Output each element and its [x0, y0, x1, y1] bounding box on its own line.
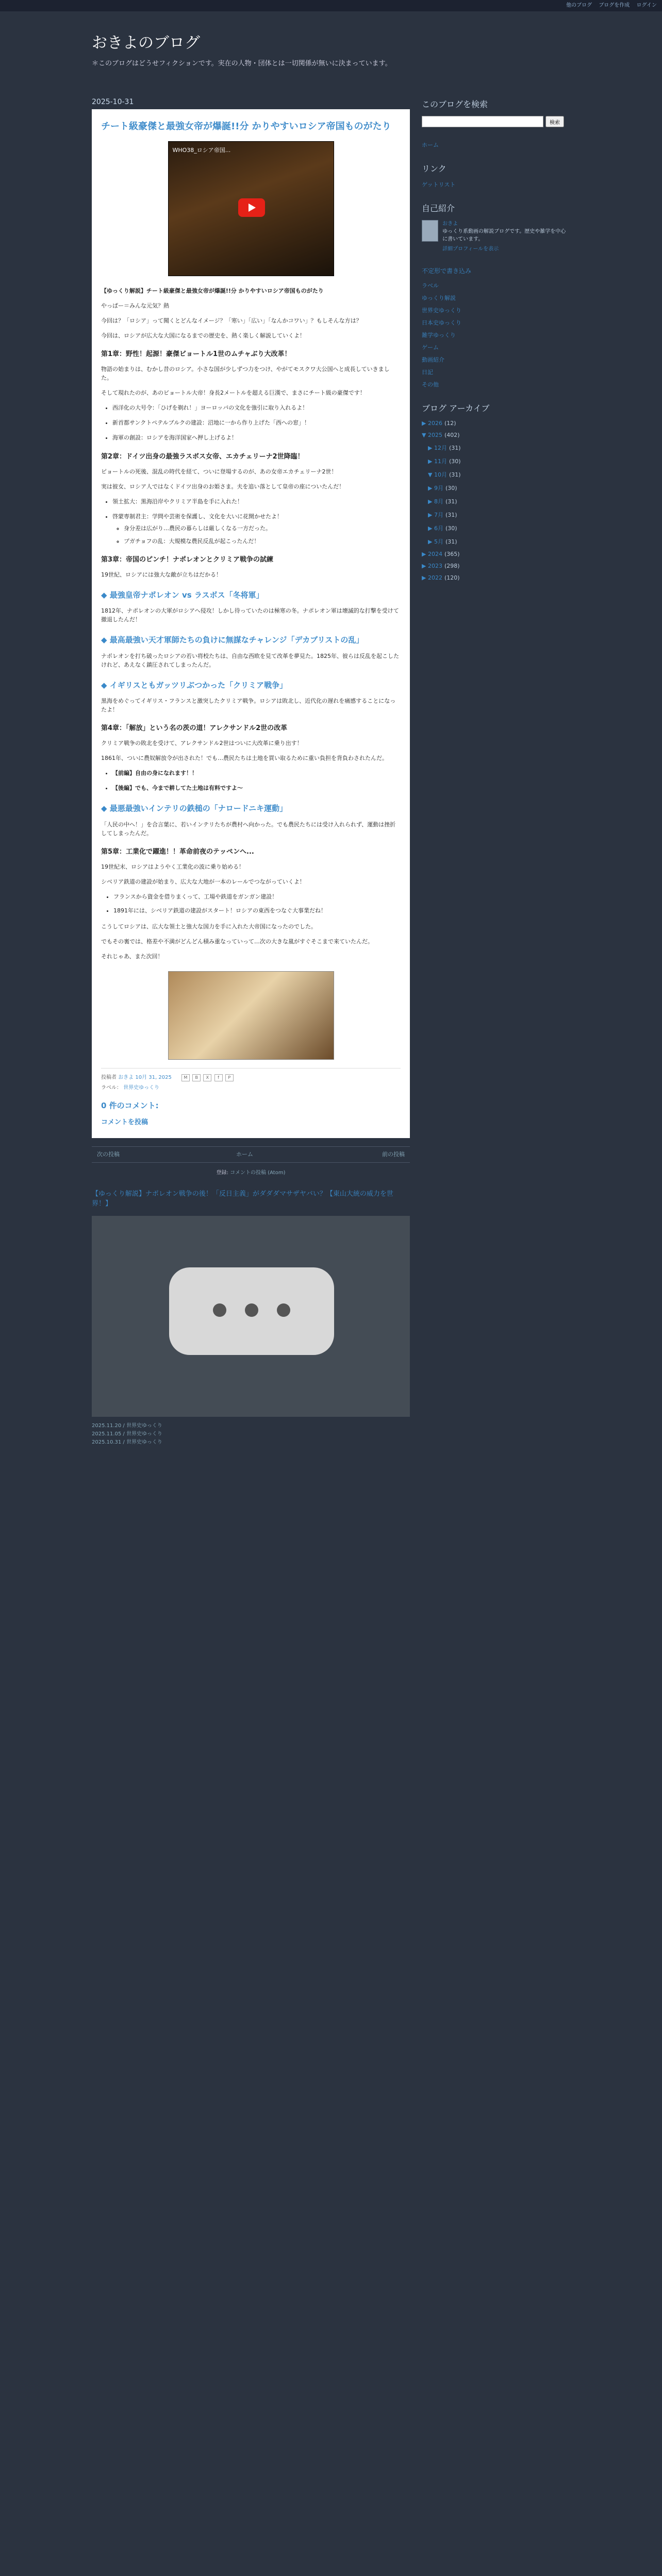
profile: [422, 220, 566, 253]
archive-widget-title: ブログ アーカイブ: [422, 403, 490, 413]
post-author[interactable]: おきよ: [118, 1075, 134, 1081]
archive-label[interactable]: ▶ 12月: [428, 445, 447, 451]
archive-item[interactable]: [422, 432, 566, 438]
archive-label[interactable]: ▶ 6月: [428, 525, 443, 532]
archive-count: (30): [449, 458, 461, 465]
more-blogs-link[interactable]: 他のブログ: [566, 3, 592, 8]
closing-paragraph: それじゃあ、また次回！: [101, 953, 163, 960]
label-item[interactable]: ゲーム: [422, 344, 439, 351]
intro-line: 今回は？「ロシア」って聞くとどんなイメージ？「寒い」「広い」「なんかコワい」？もしそんな方は？: [101, 317, 362, 324]
bullet-item: [112, 512, 401, 546]
home-link[interactable]: ホーム: [236, 1150, 253, 1158]
archive-count: (31): [449, 471, 461, 478]
profile-widget: [422, 202, 566, 253]
intro-line: 【ゆっくり解説】チート級豪傑と最強女帝が爆誕!!分 かりやすいロシア帝国ものがたり: [101, 287, 324, 294]
section-paragraph: そして現れたのが、あのビョートル大帝！身長2メートルを超える巨漢で、まさにチート級の豪傑です！: [101, 389, 366, 397]
search-widget: [422, 98, 566, 127]
topic-heading: ◆ 最悪最強いインテリの鉄槌の「ナロードニキ運動」: [101, 804, 288, 814]
post-title[interactable]: チート級豪傑と最強女帝が爆誕!!分 かりやすいロシア帝国ものがたり: [101, 121, 391, 132]
topic-heading: ◆ 最強皇帝ナポレオン vs ラスボス「冬将軍」: [101, 590, 264, 600]
blog-pager: [92, 1146, 410, 1163]
archive-count: (402): [444, 432, 460, 438]
email-share-icon[interactable]: M: [181, 1074, 190, 1081]
topic-heading: ◆ イギリスともガッツリぶつかった「クリミア戦争」: [101, 680, 288, 690]
archive-count: (120): [444, 574, 460, 581]
labels-prefix: ラベル：: [101, 1084, 122, 1091]
content-wrapper: [92, 98, 566, 1445]
dot-icon: [245, 1303, 258, 1317]
label-list: [422, 281, 566, 388]
x-share-icon[interactable]: X: [203, 1074, 211, 1081]
bullet-item: • 西洋化の大号令：「ひげを剃れ！」ヨーロッパの文化を強引に取り入れるよ！: [112, 403, 401, 412]
section-paragraph: 実は彼女、ロシア人ではなくドイツ出身のお姫さま。夫を追い落として皇帝の座についたんだ！: [101, 483, 345, 490]
post-date: 2025-10-31: [92, 98, 134, 106]
topic-heading: ◆ 最高最強い天才軍師たちの負けに無謀なチャレンジ「デカブリストの乱」: [101, 635, 364, 645]
archive-count: (31): [445, 498, 457, 505]
archive-item[interactable]: [422, 511, 566, 519]
archive-count: (298): [444, 563, 460, 569]
subscribe-line: [92, 1168, 410, 1176]
archive-item[interactable]: [422, 484, 566, 492]
archive-list: [422, 420, 566, 581]
blog-share-icon[interactable]: B: [192, 1074, 201, 1081]
archive-label[interactable]: ▼ 10月: [428, 471, 447, 478]
video-title: WHO38_ロシア帝国...: [172, 146, 231, 154]
links-widget-title: リンク: [422, 164, 446, 174]
dot-icon: [277, 1303, 290, 1317]
comments-heading: 0 件のコメント:: [101, 1101, 159, 1111]
posted-by-label: 投稿者: [101, 1075, 117, 1081]
bullet-item: • 海軍の創設：ロシアを海洋国家へ押し上げるよ！: [112, 433, 401, 442]
archive-label[interactable]: ▶ 9月: [428, 485, 443, 492]
sub-bullet-list: [112, 524, 401, 546]
pinterest-share-icon[interactable]: P: [225, 1074, 234, 1081]
archive-item[interactable]: [422, 574, 566, 581]
login-link[interactable]: ログイン: [636, 3, 657, 8]
profile-widget-title: 自己紹介: [422, 204, 455, 213]
section-paragraph: クリミア戦争の敗北を受けて、アレクサンドル2世はついに大改革に乗り出す！: [101, 740, 303, 747]
topic-paragraph: 「人民の中へ！」を合言葉に、若いインテリたちが農村へ向かった。でも農民たちには受け入れられず、運動は挫折してしまったんだ。: [101, 821, 396, 837]
intro-line: 今回は、ロシアが広大な大国になるまでの歴史を、熱く楽しく解説していくよ！: [101, 332, 305, 340]
archive-count: (12): [444, 420, 456, 427]
search-input[interactable]: [422, 116, 543, 127]
post-labels: [101, 1084, 401, 1092]
label-item[interactable]: 日記: [422, 369, 433, 376]
bullet-list: [101, 403, 401, 442]
archive-label[interactable]: ▶ 2026: [422, 420, 442, 427]
archive-label[interactable]: ▶ 2023: [422, 563, 442, 569]
section-heading: 第4章：「解放」という名の茨の道！アレクサンドル2世の改革: [101, 724, 288, 733]
search-button[interactable]: 検索: [545, 116, 564, 127]
label-item[interactable]: 雑学ゆっくり: [422, 332, 456, 338]
label-item[interactable]: 日本史ゆっくり: [422, 319, 461, 326]
related-link[interactable]: 2025.11.20 / 世界史ゆっくり: [92, 1422, 162, 1429]
bullet-item: • 【前編】自由の身になれます！！: [112, 769, 401, 777]
archive-count: (31): [449, 445, 461, 451]
section-heading: 第1章：野性！起源！豪傑ビョートル1世のムチャぶり大改革！: [101, 350, 291, 359]
main-column: [92, 109, 410, 1447]
section-paragraph: ピョートルの死後、混乱の時代を経て、ついに登場するのが、あの女帝エカチェリーナ2世！: [101, 468, 337, 475]
post-label-link[interactable]: 世界史ゆっくり: [123, 1084, 160, 1091]
create-blog-link[interactable]: ブログを作成: [599, 3, 630, 8]
post-footer: [101, 1068, 401, 1092]
sub-bullet-item: ◦ プガチョフの乱：大規模な農民反乱が起こったんだ！: [124, 537, 401, 546]
links-widget: [422, 162, 566, 189]
top-navbar: [0, 0, 662, 11]
play-icon[interactable]: [238, 198, 265, 217]
bullet-item: • 【後編】でも、今まで耕してた土地は有料ですよ〜: [112, 784, 401, 792]
profile-name[interactable]: おきよ: [442, 221, 458, 227]
closing-paragraph: でもその裏では、格差や不満がどんどん積み重なっていって…次の大きな嵐がすぐそこまで来ていたんだ。: [101, 938, 373, 945]
archive-item[interactable]: [422, 497, 566, 505]
bullet-item: • フランスから資金を借りまくって、工場や鉄道をガンガン建設！: [113, 892, 401, 901]
archive-label[interactable]: ▶ 11月: [428, 458, 447, 465]
archive-count: (30): [445, 525, 457, 532]
archive-item[interactable]: [422, 537, 566, 546]
profile-more-link[interactable]: 詳細プロフィールを表示: [442, 246, 499, 252]
labels-widget: [422, 266, 566, 388]
blog-header: [92, 30, 566, 67]
related-post-title[interactable]: 【ゆっくり解説】ナポレオン戦争の後！「反日主義」がダダダマサザヤバい？【東山大統の威力を世界！】: [92, 1190, 393, 1208]
label-item[interactable]: 動画紹介: [422, 357, 444, 363]
bullet-item: • 1891年には、シベリア鉄道の建設がスタート！ロシアの東西をつなぐ大事業だね！: [113, 906, 401, 915]
section-heading: 第5章：工業化で躍進！！革命前夜のテッペンへ...: [101, 848, 254, 856]
archive-item[interactable]: [422, 551, 566, 557]
archive-label[interactable]: ▶ 2022: [422, 574, 442, 581]
bullet-list: [101, 892, 401, 915]
older-post-link[interactable]: 前の投稿: [382, 1150, 405, 1158]
post-comment-link[interactable]: コメントを投稿: [101, 1118, 148, 1126]
dot-icon: [213, 1303, 226, 1317]
sidebar-home-link[interactable]: ホーム: [422, 142, 439, 148]
top-navbar-links: [561, 0, 657, 11]
labels-widget-title: 不定形で書き込み: [422, 267, 472, 275]
topic-paragraph: ナポレオンを打ち破ったロシアの若い将校たちは、自由な西欧を見て改革を夢見た。1825年、彼らは反乱を起こしたけれど、あえなく鎮圧されてしまったんだ。: [101, 652, 399, 668]
section-paragraph: 19世紀末、ロシアはようやく工業化の波に乗り始める！: [101, 863, 244, 870]
archive-item[interactable]: [422, 524, 566, 532]
bullet-list: [101, 769, 401, 792]
newer-post-link[interactable]: 次の投稿: [97, 1150, 120, 1158]
archive-count: (31): [445, 538, 457, 545]
avatar[interactable]: [422, 220, 438, 242]
profile-bio: ゆっくり系動画の解説ブログです。歴史や雑学を中心に書いています。: [442, 229, 566, 242]
archive-item[interactable]: [422, 563, 566, 569]
intro-line: やっぱー＝みんな元気？熱: [101, 302, 169, 309]
archive-item[interactable]: [422, 420, 566, 427]
bullet-item: • 新首都サンクトペテルブルクの建設：沼地に一から作り上げた「西への窓」！: [112, 418, 401, 427]
embedded-video[interactable]: [168, 141, 334, 276]
subscribe-link[interactable]: コメントの投稿 (Atom): [230, 1170, 286, 1176]
label-item[interactable]: ゆっくり解説: [422, 295, 456, 301]
archive-widget: [422, 402, 566, 581]
related-link[interactable]: 2025.11.05 / 世界史ゆっくり: [92, 1431, 162, 1437]
archive-label[interactable]: ▶ 7月: [428, 512, 443, 518]
label-item[interactable]: 世界史ゆっくり: [422, 307, 461, 314]
related-links: [92, 1422, 410, 1447]
section-heading: 第2章：ドイツ出身の最強ラスボス女帝、エカチェリーナ2世降臨！: [101, 452, 304, 461]
topic-paragraph: 1812年、ナポレオンの大軍がロシアへ侵攻！しかし待っていたのは極寒の冬。ナポレオン軍は壊滅的な打撃を受けて撤退したんだ！: [101, 607, 399, 623]
label-item[interactable]: ラベル: [422, 282, 439, 289]
archive-count: (365): [444, 551, 460, 557]
blog-title[interactable]: おきよのブログ: [92, 34, 200, 52]
subscribe-prefix: 登録:: [216, 1170, 228, 1176]
archive-item[interactable]: [422, 457, 566, 465]
sidebar: [422, 98, 566, 595]
archive-item[interactable]: [422, 470, 566, 479]
blog-description: ＊このブログはどうせフィクションです。実在の人物・団体とは一切関係が無いに決まっています。: [92, 60, 392, 67]
related-link[interactable]: 2025.10.31 / 世界史ゆっくり: [92, 1439, 162, 1445]
archive-count: (31): [445, 512, 457, 518]
section-paragraph: 19世紀、ロシアには強大な敵が立ちはだかる！: [101, 571, 222, 579]
section-paragraph: 1861年、ついに農奴解放令が出された！でも…農民たちは土地を買い取るために重い負担を背負わされたんだ。: [101, 755, 388, 762]
archive-item[interactable]: [422, 444, 566, 452]
bullet-item: • 領土拡大：黒海沿岸やクリミア半島を手に入れた！: [112, 497, 401, 506]
archive-label[interactable]: ▼ 2025: [422, 432, 442, 438]
label-item[interactable]: その他: [422, 381, 439, 388]
sub-bullet-item: ◦ 身分差は広がり…農民の暮らしは厳しくなる一方だった。: [124, 524, 401, 533]
related-video[interactable]: [92, 1216, 410, 1417]
bullet-item-text: 啓蒙専制君主：学問や芸術を保護し、文化を大いに花開かせたよ！: [112, 513, 283, 520]
archive-label[interactable]: ▶ 5月: [428, 538, 443, 545]
section-heading: 第3章：帝国のピンチ！ナポレオンとクリミア戦争の試練: [101, 555, 274, 564]
archive-label[interactable]: ▶ 2024: [422, 551, 442, 557]
share-buttons: [181, 1074, 235, 1082]
facebook-share-icon[interactable]: f: [214, 1074, 223, 1081]
profile-text: [442, 220, 566, 253]
sidebar-link[interactable]: ゲットリスト: [422, 181, 456, 188]
post-time[interactable]: 10月 31, 2025: [135, 1075, 172, 1081]
bullet-list: [101, 497, 401, 546]
closing-paragraph: こうしてロシアは、広大な領土と強大な国力を手に入れた大帝国になったのでした。: [101, 923, 317, 930]
post-image[interactable]: [168, 971, 334, 1060]
archive-count: (30): [445, 485, 457, 492]
section-paragraph: 物語の始まりは、むかし昔のロシア。小さな国が少しずつ力をつけ、やがてモスクワ大公国へと成長していきました。: [101, 366, 390, 382]
archive-label[interactable]: ▶ 8月: [428, 498, 443, 505]
topic-paragraph: 黒海をめぐってイギリス・フランスと激突したクリミア戦争。ロシアは敗北し、近代化の遅れを痛感することになったよ！: [101, 698, 396, 714]
section-paragraph: シベリア鉄道の建設が始まり、広大な大地が一本のレールでつながっていくよ！: [101, 878, 305, 885]
search-row: [422, 116, 566, 127]
search-widget-title: このブログを検索: [422, 99, 488, 109]
post: [92, 109, 410, 1138]
home-widget: [422, 141, 566, 149]
